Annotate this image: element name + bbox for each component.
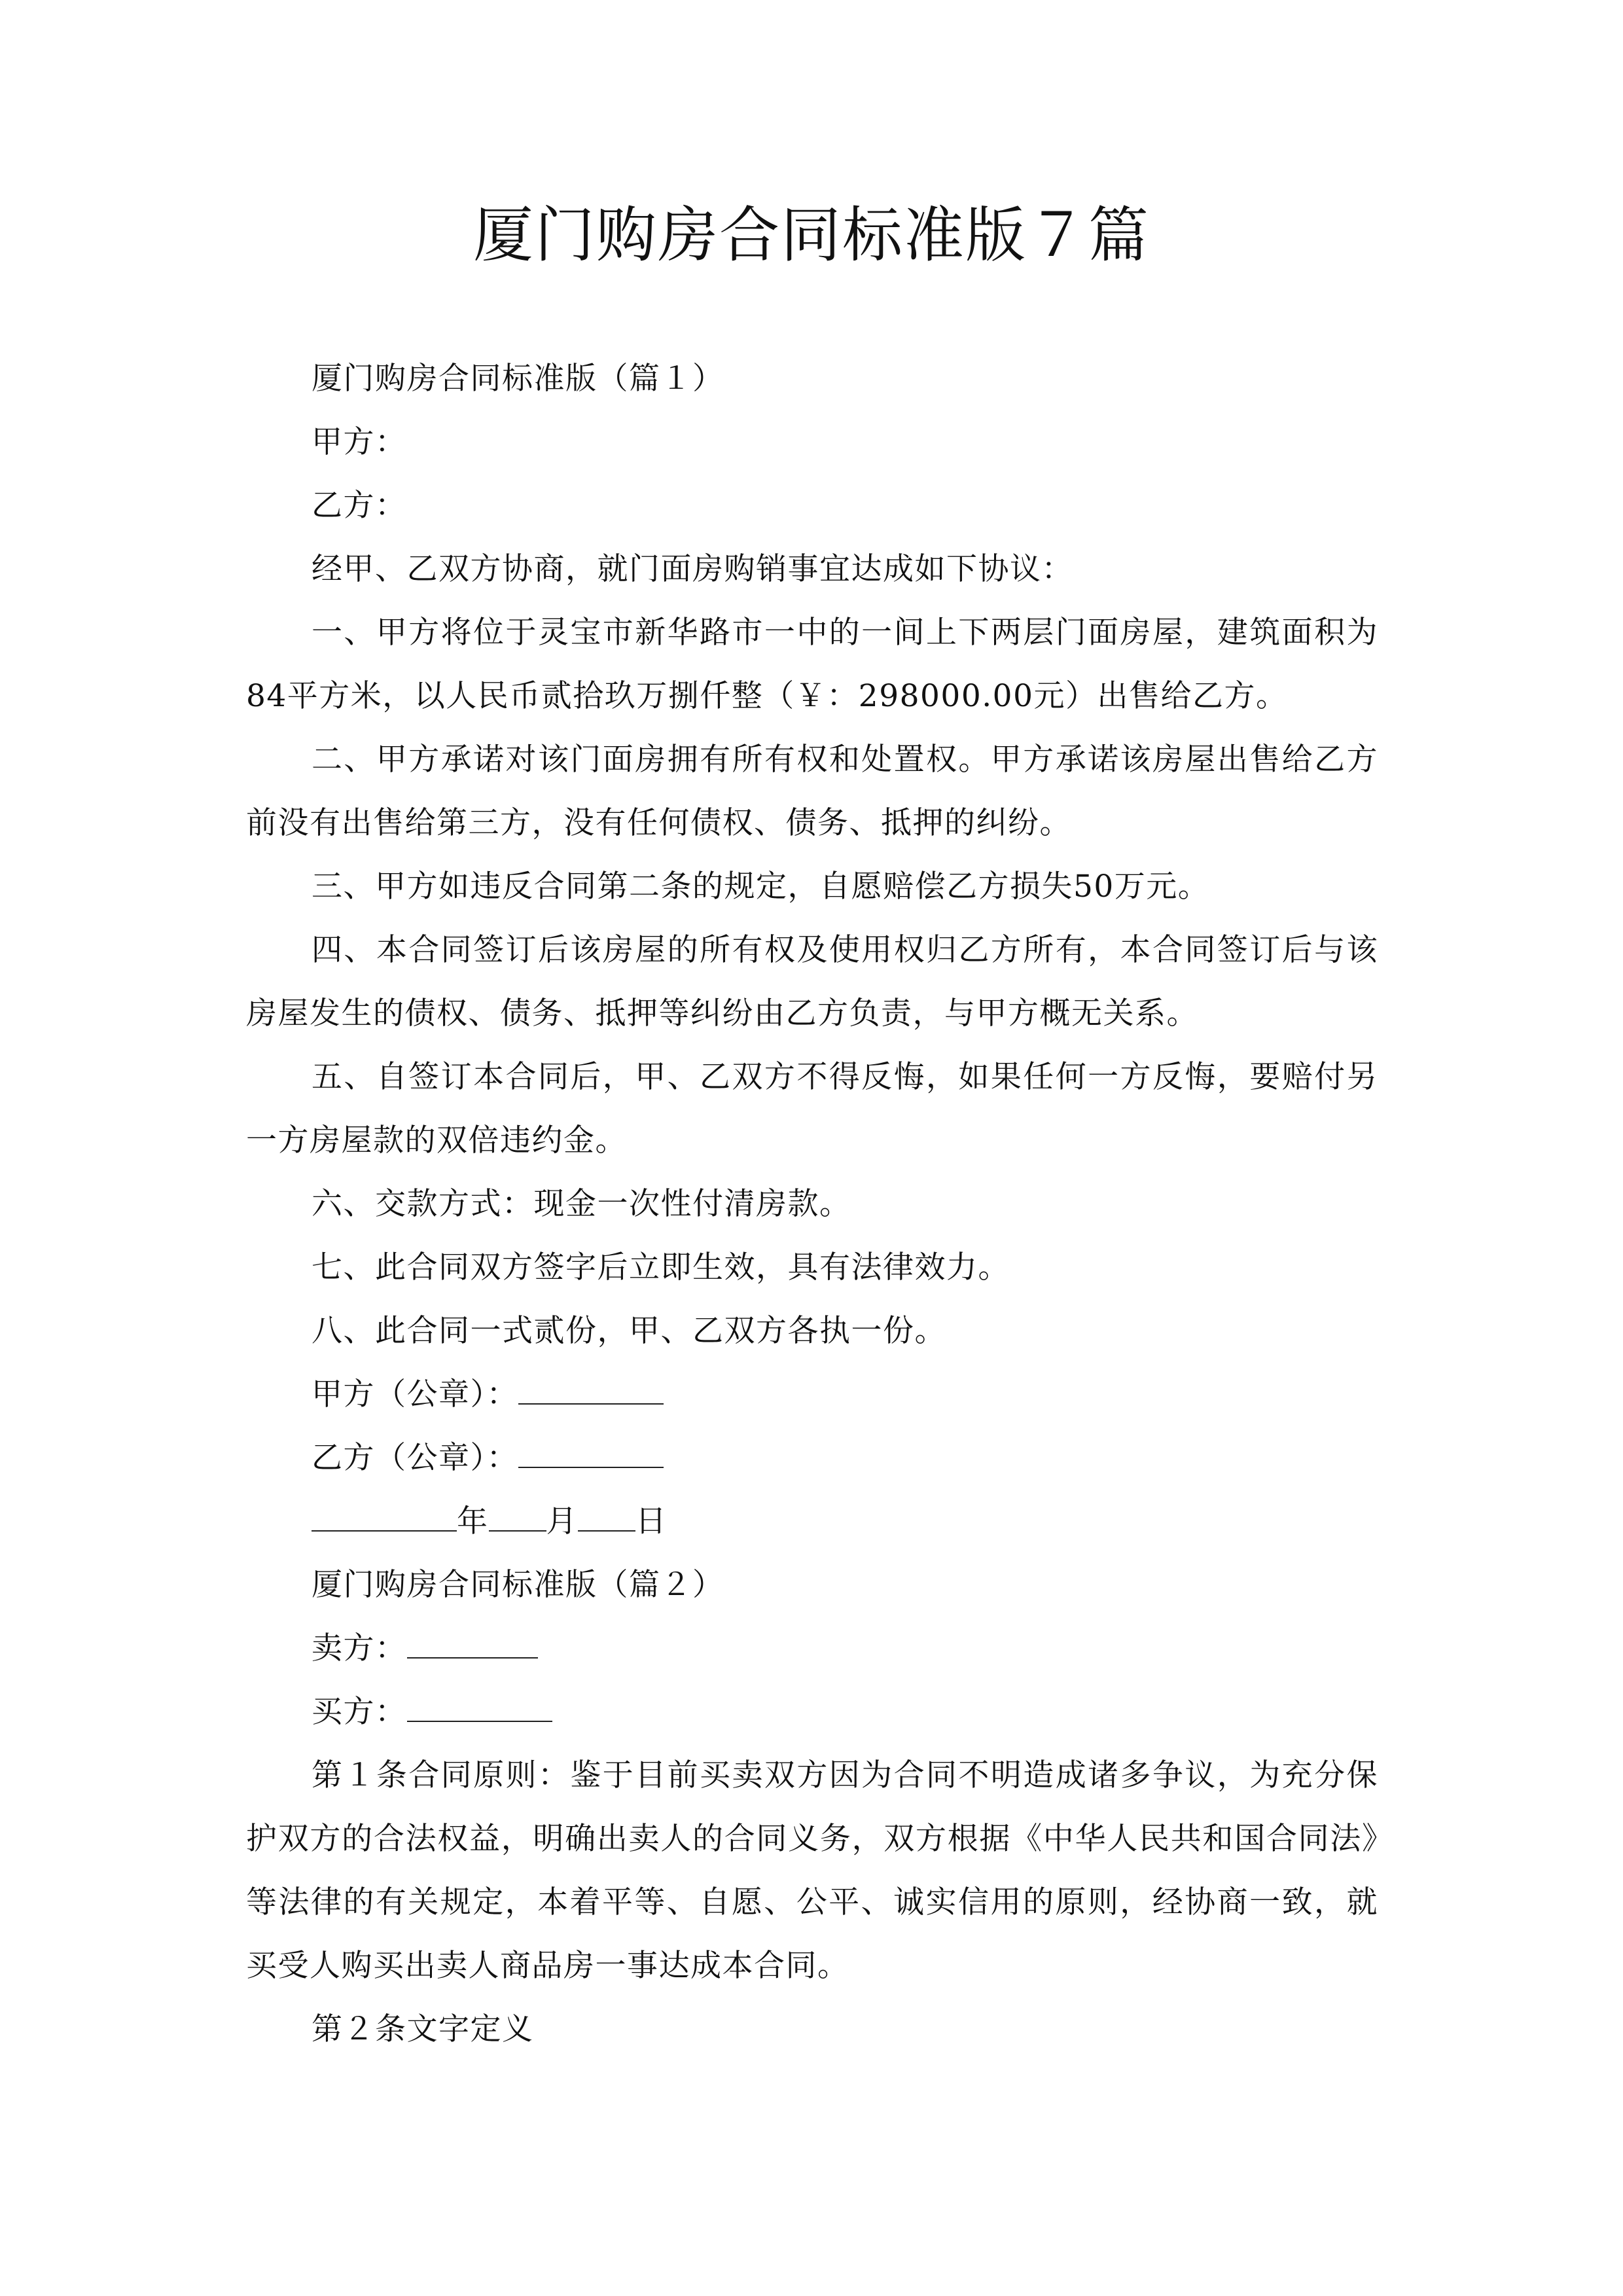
day-blank	[578, 1495, 635, 1532]
clause-5: 五、自签订本合同后，甲、乙双方不得反悔，如果任何一方反悔，要赔付另一方房屋款的双倍违约金。	[246, 1059, 1378, 1158]
clause-8: 八、此合同一式贰份，甲、乙双方各执一份。	[312, 1313, 946, 1349]
signature-label-b: 乙方（公章）：	[312, 1440, 518, 1476]
article-1: 第１条合同原则：鉴于目前买卖双方因为合同不明造成诸多争议，为充分保护双方的合法权益，明确出卖人的合同义务，双方根据《中华人民共和国合同法》等法律的有关规定，本着平等、自愿、公平、诚实信用的原则，经协商一致，就买受人购买出卖人商品房一事达成本合同。	[246, 1757, 1378, 1984]
clause-1: 一、甲方将位于灵宝市新华路市一中的一间上下两层门面房屋，建筑面积为84平方米，以人民币贰拾玖万捌仟整（￥：298000.00元）出售给乙方。	[246, 615, 1378, 714]
year-blank	[312, 1495, 457, 1532]
clause-7: 七、此合同双方签字后立即生效，具有法律效力。	[312, 1249, 1010, 1285]
signature-label-a: 甲方（公章）：	[312, 1376, 518, 1412]
clause-4: 四、本合同签订后该房屋的所有权及使用权归乙方所有，本合同签订后与该房屋发生的债权、债务、抵押等纠纷由乙方负责，与甲方概无关系。	[246, 932, 1378, 1031]
signature-line-a	[246, 1363, 1378, 1426]
seller-blank	[407, 1622, 538, 1659]
section2-heading: 厦门购房合同标准版（篇２）	[312, 1567, 724, 1603]
year-label: 年	[457, 1503, 489, 1539]
clause-3: 三、甲方如违反合同第二条的规定，自愿赔偿乙方损失50万元。	[312, 869, 1210, 905]
buyer-blank	[407, 1685, 552, 1722]
month-label: 月	[546, 1503, 578, 1539]
clause-6: 六、交款方式：现金一次性付清房款。	[312, 1186, 851, 1222]
signature-blank-b	[518, 1431, 664, 1468]
signature-blank-a	[518, 1368, 664, 1405]
document-title: 厦门购房合同标准版７篇	[473, 200, 1150, 270]
clause-2: 二、甲方承诺对该门面房拥有所有权和处置权。甲方承诺该房屋出售给乙方前没有出售给第三方，没有任何债权、债务、抵押的纠纷。	[246, 742, 1378, 841]
seller-line	[246, 1617, 1378, 1680]
party-b-line: 乙方：	[312, 488, 407, 524]
document-body	[246, 347, 1378, 2061]
intro-paragraph: 经甲、乙双方协商，就门面房购销事宜达成如下协议：	[312, 551, 1073, 587]
signature-line-b	[246, 1426, 1378, 1490]
day-label: 日	[635, 1503, 668, 1539]
buyer-line	[246, 1680, 1378, 1744]
article-2: 第２条文字定义	[312, 2011, 534, 2047]
date-line	[246, 1490, 1378, 1553]
buyer-label: 买方：	[312, 1694, 407, 1730]
section1-heading: 厦门购房合同标准版（篇１）	[312, 361, 724, 397]
party-a-line: 甲方：	[312, 424, 407, 460]
month-blank	[489, 1495, 546, 1532]
seller-label: 卖方：	[312, 1630, 407, 1666]
